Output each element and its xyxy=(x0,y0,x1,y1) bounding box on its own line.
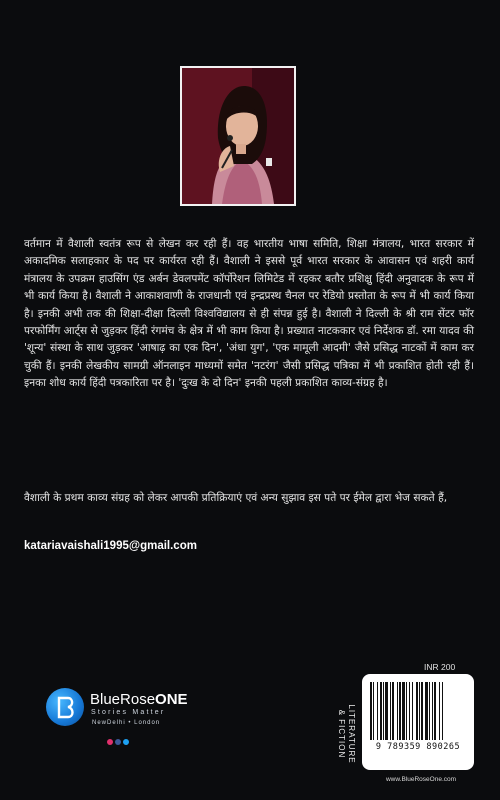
genre-line-1: LITERATURE xyxy=(347,704,356,764)
genre-label xyxy=(332,680,360,788)
price-label: INR 200 xyxy=(424,662,456,672)
genre-line-2: & FICTION xyxy=(337,709,346,759)
barcode-bars xyxy=(370,682,466,740)
social-icons xyxy=(107,730,137,738)
author-email[interactable]: katariavaishali1995@gmail.com xyxy=(24,540,197,552)
isbn-barcode xyxy=(362,674,474,770)
publisher-website: www.BlueRoseOne.com xyxy=(385,776,457,783)
isbn-number: 9 789359 890265 xyxy=(375,742,461,752)
facebook-icon xyxy=(115,739,121,745)
twitter-icon xyxy=(123,739,129,745)
publisher-locations: NewDelhi • London xyxy=(92,720,161,726)
instagram-icon xyxy=(107,739,113,745)
publisher-brand xyxy=(90,691,188,708)
brand-name-bold: ONE xyxy=(155,691,188,708)
author-photo xyxy=(180,66,296,206)
contact-note: वैशाली के प्रथम काव्य संग्रह को लेकर आपकी प्रतिक्रियाएं एवं अन्य सुझाव इस पते पर ईमेल द्वारा भेज सकते हैं, xyxy=(24,492,448,504)
publisher-tagline: Stories Matter xyxy=(91,709,166,716)
author-portrait-illustration xyxy=(182,68,294,204)
bluerose-logo-icon xyxy=(46,688,84,726)
brand-name: BlueRose xyxy=(90,691,156,708)
author-bio: वर्तमान में वैशाली स्वतंत्र रूप से लेखन कर रही हैं। वह भारतीय भाषा समिति, शिक्षा मंत्रालय, भारत सरकार में अकादमिक सलाहकार के पद पर कार्यरत रही हैं। वैशाली ने इससे पूर्व भारत सरकार के आवासन एवं शहरी कार्य मंत्रालय के उपक्रम हाउसिंग एंड अर्बन डेवलपमेंट कॉर्पोरेशन लिमिटेड में रहकर बतौर प्रशिक्षु हिंदी अनुवादक के रूप में भी कार्य किया है। वैशाली ने आकाशवाणी के राजधानी एवं इन्द्रप्रस्थ चैनल पर रेडियो प्रस्तोता के रूप में भी कार्य किया है। इनकी अभी तक की शिक्षा-दीक्षा दिल्ली विश्वविद्यालय से ही संपन्न हुई है। वैशाली ने दिल्ली के श्री राम सेंटर फॉर परफोर्मिंग आर्ट्स से जुड़कर हिंदी रंगमंच के क्षेत्र में भी काम किया है। प्रख्यात नाटककार एवं निर्देशक डॉ. रमा यादव की 'शून्य' संस्था के साथ जुड़कर 'आषाढ़ का एक दिन', 'अंधा युग', 'एक मामूली आदमी' जैसे प्रसिद्ध नाटकों में काम कर चुकी हैं। इनकी लेखकीय सामग्री ऑनलाइन माध्यमों समेत 'नटरंग' जैसी प्रसिद्ध पत्रिका में भी प्रकाशित होती रही हैं। इनका शोध कार्य हिंदी पत्रकारिता पर है। 'दुःख के दो दिन' इनकी पहली प्रकाशित काव्य-संग्रह है। xyxy=(24,238,474,390)
